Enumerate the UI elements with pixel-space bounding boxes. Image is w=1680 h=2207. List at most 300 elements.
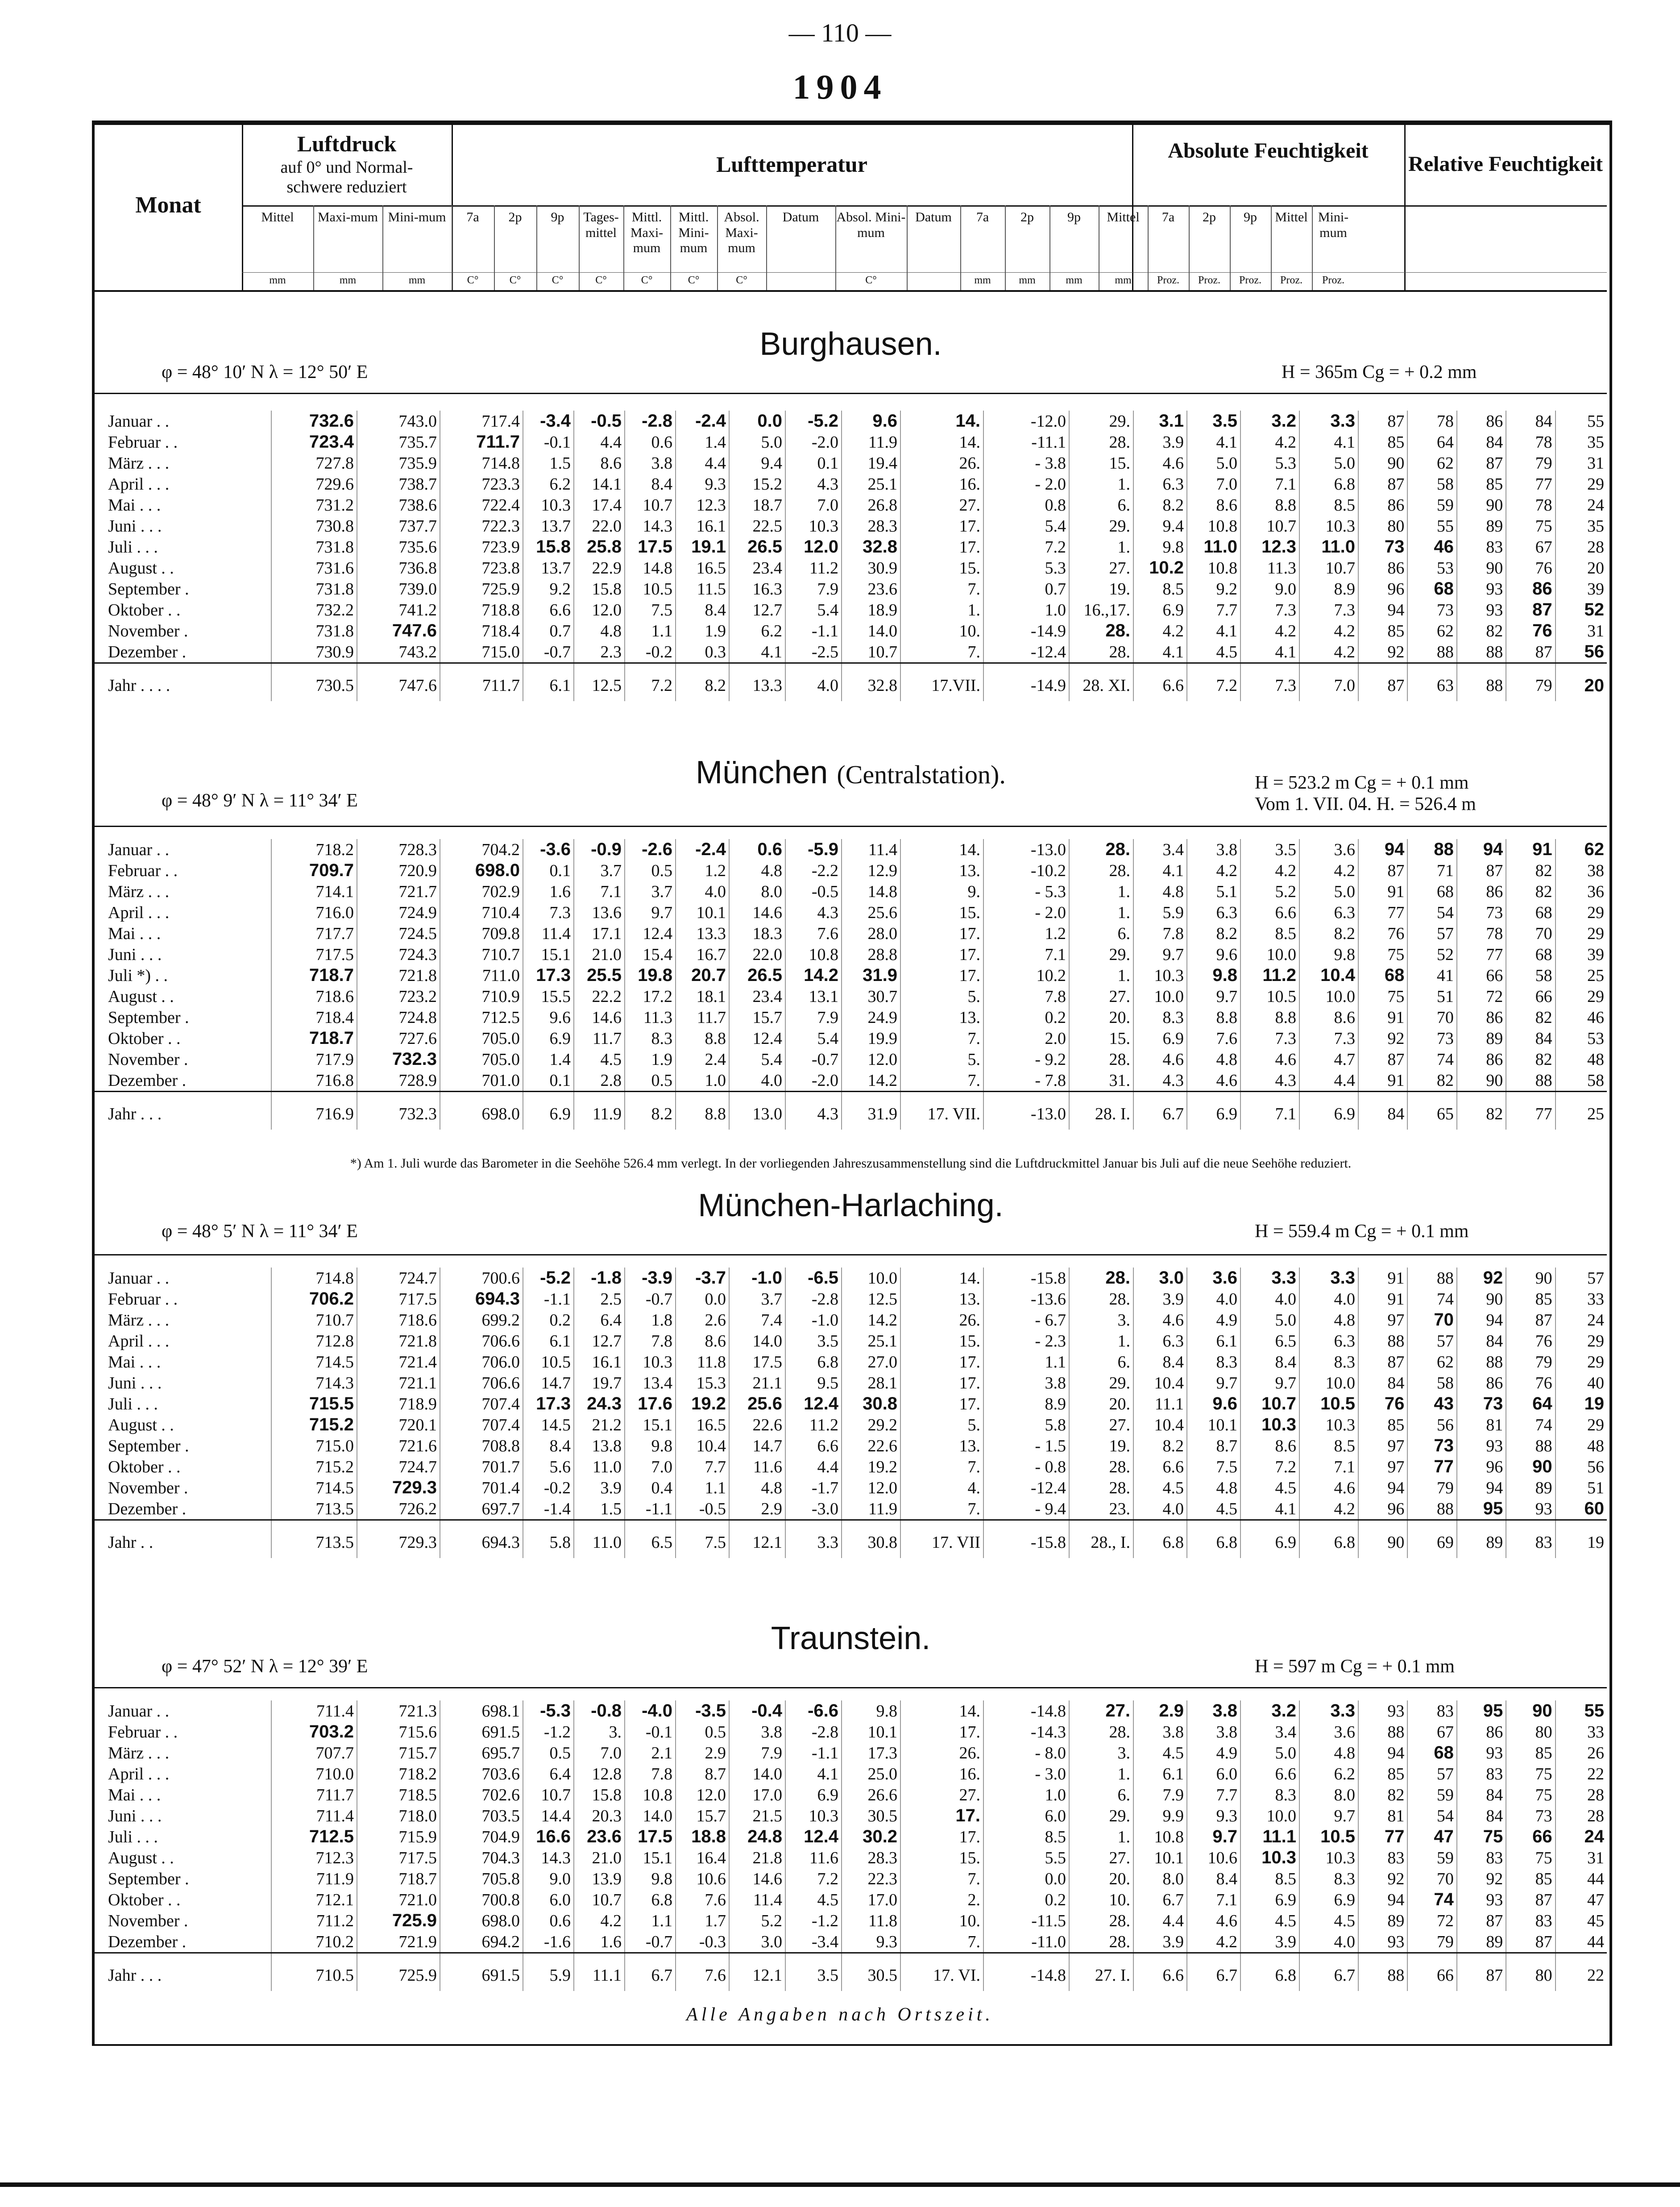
table-cell: 713.5 [271,1520,357,1559]
table-cell: 710.7 [271,1309,357,1330]
table-cell: 723.2 [357,986,440,1007]
table-cell: 10.3 [785,1805,842,1826]
table-cell: 698.0 [440,1092,523,1130]
table-cell: 8.3 [1133,1007,1187,1028]
table-cell: -0.5 [574,411,625,432]
table-cell: 11.3 [625,1007,676,1028]
table-cell: 7.5 [625,599,676,620]
table-cell: 87 [1358,860,1407,881]
table-cell: 13.1 [785,986,842,1007]
table-cell: 17.5 [625,1826,676,1847]
table-cell: 739.0 [357,578,440,599]
table-row [95,1826,1607,1847]
table-cell: 14.6 [729,902,785,923]
table-cell: -13.0 [983,1092,1069,1130]
table-cell: 29. [1069,944,1133,965]
table-cell: 10.8 [1187,557,1240,578]
month-label: November . [108,1478,188,1497]
table-cell: 84 [1506,411,1555,432]
table-cell: 717.4 [440,411,523,432]
table-cell: 718.7 [271,965,357,986]
table-cell: 4.5 [1133,1477,1187,1498]
table-cell: 10.1 [1187,1414,1240,1435]
table-cell: 94 [1358,1742,1407,1763]
table-cell: 714.3 [271,1372,357,1393]
table-cell: 10.0 [1240,944,1299,965]
table-cell: 26.8 [842,495,900,515]
table-cell: 3.5 [1187,411,1240,432]
month-label: Oktober . . [108,1457,181,1476]
header-column: 2p [1020,210,1034,224]
station-altitude-note: Vom 1. VII. 04. H. = 526.4 m [1255,794,1476,815]
table-cell: 35 [1556,515,1607,536]
table-cell: 700.8 [440,1889,523,1910]
table-cell: 5. [900,1414,983,1435]
table-cell: 3.3 [785,1520,842,1559]
table-cell: 66 [1506,986,1555,1007]
table-cell: 0.2 [523,1309,574,1330]
table-cell: 94 [1358,1889,1407,1910]
table-cell: 8.4 [523,1435,574,1456]
table-cell: 0.1 [523,860,574,881]
table-cell: 7.1 [1299,1456,1358,1477]
table-cell: 31 [1556,1847,1607,1868]
table-cell: 76 [1506,1330,1555,1351]
table-cell: 25 [1556,1092,1607,1130]
table-cell: 6.9 [523,1092,574,1130]
month-label: Dezember . [108,1499,187,1518]
table-cell: 11.1 [574,1953,625,1991]
table-cell: 6.6 [1133,1953,1187,1991]
table-cell: -0.7 [625,1931,676,1953]
table-cell: 10.3 [1240,1414,1299,1435]
header-column: Tages-mittel [583,210,619,240]
header-unit: Proz. [1280,274,1303,286]
table-cell: 691.5 [440,1721,523,1742]
table-cell: 6.3 [1133,474,1187,495]
table-cell: 17.2 [625,986,676,1007]
table-cell: 16.1 [676,515,729,536]
table-cell: 9.7 [625,902,676,923]
table-cell: 2.9 [1133,1700,1187,1721]
table-cell: 8.4 [1187,1868,1240,1889]
month-label: Dezember . [108,1932,187,1951]
table-cell: -12.0 [983,411,1069,432]
table-cell: 732.3 [357,1092,440,1130]
table-cell: 702.6 [440,1784,523,1805]
table-cell: 6.8 [625,1889,676,1910]
table-cell: 28., I. [1069,1520,1133,1559]
table-cell: 3.9 [1133,1931,1187,1953]
table-cell: 8.6 [676,1330,729,1351]
table-cell: -2.4 [676,839,729,860]
table-cell: 10.1 [842,1721,900,1742]
station-coordinates: φ = 48° 10′ N λ = 12° 50′ E [162,362,368,382]
table-cell: 5.4 [785,599,842,620]
table-cell: 6.2 [729,620,785,641]
table-cell: - 9.4 [983,1498,1069,1520]
table-cell: 22.0 [729,944,785,965]
header-column: Mittel [1275,210,1308,224]
table-cell: 8.8 [676,1092,729,1130]
table-cell: -3.9 [625,1268,676,1288]
table-cell: -3.6 [523,839,574,860]
header-column: Datum [915,210,952,224]
table-cell: 14.8 [625,557,676,578]
table-cell: 12.0 [676,1784,729,1805]
table-cell: 73 [1407,599,1456,620]
table-cell: 89 [1457,1028,1506,1049]
table-cell: 723.4 [271,432,357,453]
table-cell: 715.0 [271,1435,357,1456]
table-cell: 1. [1069,536,1133,557]
table-cell: 7.8 [625,1330,676,1351]
table-cell: 72 [1407,1910,1456,1931]
table-cell: 3.6 [1187,1268,1240,1288]
table-cell: 10.2 [983,965,1069,986]
table-cell: 4.8 [1187,1477,1240,1498]
month-label: März . . . [108,882,170,901]
table-cell: 6.8 [785,1351,842,1372]
table-cell: 10.7 [523,1784,574,1805]
header-unit: C° [467,274,479,286]
table-row [95,1498,1607,1520]
table-cell: 5.9 [1133,902,1187,923]
table-cell: 747.6 [357,663,440,702]
table-cell: 1.9 [625,1049,676,1070]
table-cell: 24.8 [729,1826,785,1847]
month-label: Juni . . . [108,945,162,964]
table-cell: 28. [1069,1268,1133,1288]
table-cell: 76 [1506,1372,1555,1393]
table-cell: 23.4 [729,986,785,1007]
table-cell: 95 [1457,1498,1506,1520]
month-label: Januar . . [108,840,170,859]
table-cell: 76 [1506,557,1555,578]
table-cell: 17.VII. [900,663,983,702]
table-cell: - 2.0 [983,474,1069,495]
table-cell: 735.7 [357,432,440,453]
table-cell: 17.1 [574,923,625,944]
table-cell: 721.1 [357,1372,440,1393]
table-cell: 6.8 [1187,1520,1240,1559]
table-cell: 4.3 [1133,1070,1187,1092]
table-cell: 91 [1358,1007,1407,1028]
table-cell: 93 [1358,1700,1407,1721]
table-cell: 6.9 [1299,1889,1358,1910]
table-cell: 8.8 [1187,1007,1240,1028]
table-cell: -3.7 [676,1268,729,1288]
table-cell: 7. [900,1931,983,1953]
table-cell: 91 [1358,881,1407,902]
table-cell: 55 [1556,411,1607,432]
table-cell: 729.6 [271,474,357,495]
table-cell: 10.7 [1299,557,1358,578]
table-cell: 700.6 [440,1268,523,1288]
table-cell: 10.5 [1299,1826,1358,1847]
header-column: Mittl. Maxi-mum [630,210,664,255]
table-cell: 3.7 [625,881,676,902]
table-cell: 29. [1069,411,1133,432]
table-row [95,1477,1607,1498]
table-cell: 7. [900,1070,983,1092]
table-cell: 8.2 [1299,923,1358,944]
table-cell: 90 [1358,453,1407,474]
table-cell: 11.5 [676,578,729,599]
table-cell: 53 [1407,557,1456,578]
table-cell: -1.2 [785,1910,842,1931]
table-cell: 8.3 [1299,1351,1358,1372]
table-cell: 703.5 [440,1805,523,1826]
table-cell: 4.6 [1299,1477,1358,1498]
header-unit: C° [736,274,747,286]
table-cell: 13.3 [729,663,785,702]
table-cell: 4.6 [1187,1910,1240,1931]
table-cell: 9.2 [523,578,574,599]
table-cell: 18.1 [676,986,729,1007]
header-column: Mittel [1107,210,1140,224]
table-cell: 30.5 [842,1805,900,1826]
table-cell: 24 [1556,495,1607,515]
table-cell: 28. XI. [1069,663,1133,702]
table-cell: 7.7 [676,1456,729,1477]
page-number: — 110 — [788,18,892,47]
table-cell: 705.0 [440,1028,523,1049]
table-cell: 6.4 [523,1763,574,1784]
table-cell: 4.5 [1299,1910,1358,1931]
table-row [95,578,1607,599]
table-cell: 4.6 [1133,1049,1187,1070]
table-cell: 4.1 [1187,620,1240,641]
table-cell: 718.6 [271,986,357,1007]
table-cell: 27. [1069,1847,1133,1868]
table-cell: 76 [1506,620,1555,641]
table-cell: 94 [1358,839,1407,860]
table-row [95,1414,1607,1435]
table-cell: 79 [1407,1477,1456,1498]
table-row [95,944,1607,965]
table-cell: 8.6 [1187,495,1240,515]
station-coordinates: φ = 48° 5′ N λ = 11° 34′ E [162,1221,358,1242]
table-cell: 77 [1358,902,1407,923]
table-cell: 8.2 [1187,923,1240,944]
table-cell: 28 [1556,536,1607,557]
table-cell: 1.1 [983,1351,1069,1372]
table-cell: 48 [1556,1049,1607,1070]
table-cell: 11.9 [842,1498,900,1520]
table-cell: 709.8 [440,923,523,944]
table-cell: 51 [1407,986,1456,1007]
table-cell: 75 [1358,944,1407,965]
table-row [95,1268,1607,1288]
table-cell: 715.6 [357,1721,440,1742]
table-cell: 8.0 [1133,1868,1187,1889]
table-cell: 17. [900,1372,983,1393]
table-row [95,1007,1607,1028]
table-cell: 7.8 [1133,923,1187,944]
month-label: Juli . . . [108,1394,158,1413]
table-cell: 3.5 [785,1330,842,1351]
table-cell: 28. [1069,1721,1133,1742]
table-cell: 4.5 [574,1049,625,1070]
table-cell: 8.5 [1240,923,1299,944]
table-cell: 4.3 [785,474,842,495]
table-row [95,1931,1607,1953]
table-cell: 717.9 [271,1049,357,1070]
table-cell: 7. [900,1868,983,1889]
table-cell: 80 [1506,1953,1555,1991]
table-cell: 4.2 [1240,620,1299,641]
table-cell: 14.7 [729,1435,785,1456]
table-cell: 4.1 [1299,432,1358,453]
header-column: 9p [1244,210,1257,224]
table-cell: 710.0 [271,1763,357,1784]
table-cell: 723.8 [440,557,523,578]
table-cell: 716.8 [271,1070,357,1092]
table-cell: 4.8 [574,620,625,641]
header-unit: mm [1019,274,1036,286]
table-cell: 33 [1556,1721,1607,1742]
table-cell: 6.7 [1187,1953,1240,1991]
table-cell: 6.6 [1240,1763,1299,1784]
table-cell: 15.7 [676,1805,729,1826]
table-cell: 87 [1358,663,1407,702]
table-cell: 68 [1358,965,1407,986]
table-cell: 721.4 [357,1351,440,1372]
table-cell: 8.3 [1240,1784,1299,1805]
table-cell: 83 [1457,536,1506,557]
table-cell: -0.2 [523,1477,574,1498]
table-cell: 6.6 [1240,902,1299,923]
table-cell: 12.5 [842,1288,900,1309]
table-cell: 7.3 [1240,663,1299,702]
year-label: Jahr . . . . [95,663,271,702]
table-cell: 28. [1069,1456,1133,1477]
table-cell: 12.4 [785,1393,842,1414]
table-cell: 89 [1457,1931,1506,1953]
table-cell: 4.9 [1187,1309,1240,1330]
table-cell: 2.8 [574,1070,625,1092]
table-cell: -1.1 [785,620,842,641]
header-unit: mm [339,274,357,286]
table-cell: 86 [1358,495,1407,515]
table-cell: 701.0 [440,1070,523,1092]
table-cell: 1.0 [983,1784,1069,1805]
table-cell: 28. [1069,1931,1133,1953]
table-cell: 1. [1069,1330,1133,1351]
table-row [95,1910,1607,1931]
year-total-row [95,1092,1607,1130]
table-cell: 10.3 [1133,965,1187,986]
table-row [95,453,1607,474]
table-cell: 707.7 [271,1742,357,1763]
table-cell: 85 [1358,1414,1407,1435]
table-cell: 26.5 [729,965,785,986]
table-cell: 6.6 [1133,1456,1187,1477]
table-cell: 13.3 [676,923,729,944]
table-cell: 10.5 [625,578,676,599]
table-cell: 7.9 [785,1007,842,1028]
year-label: Jahr . . [95,1520,271,1559]
table-cell: -2.8 [785,1288,842,1309]
table-cell: 729.3 [357,1520,440,1559]
table-cell: 4.0 [1133,1498,1187,1520]
header-unit: C° [509,274,521,286]
table-cell: 12.0 [842,1049,900,1070]
table-cell: 711.0 [440,965,523,986]
table-cell: 0.5 [523,1742,574,1763]
table-cell: 21.0 [574,1847,625,1868]
table-cell: 712.3 [271,1847,357,1868]
table-cell: 8.8 [1240,1007,1299,1028]
table-cell: 707.4 [440,1414,523,1435]
table-cell: 82 [1506,881,1555,902]
table-cell: 720.1 [357,1414,440,1435]
table-cell: 4.2 [1187,860,1240,881]
table-cell: 6.2 [523,474,574,495]
table-cell: 736.8 [357,557,440,578]
table-cell: 10.3 [1299,1414,1358,1435]
table-cell: 7. [900,1456,983,1477]
table-cell: 1. [1069,1763,1133,1784]
header-column: Mini-mum [1318,210,1349,240]
table-cell: 11.6 [785,1847,842,1868]
table-cell: 1. [1069,881,1133,902]
table-cell: 735.6 [357,536,440,557]
table-cell: 19.4 [842,453,900,474]
table-cell: -5.2 [785,411,842,432]
table-cell: 62 [1407,453,1456,474]
table-cell: 6. [1069,1784,1133,1805]
table-cell: 13. [900,1007,983,1028]
table-cell: 5.8 [983,1414,1069,1435]
table-cell: 717.7 [271,923,357,944]
table-cell: 62 [1556,839,1607,860]
table-cell: 7.1 [574,881,625,902]
table-cell: 7.5 [676,1520,729,1559]
table-cell: 8.6 [1299,1007,1358,1028]
table-cell: 11.7 [676,1007,729,1028]
table-cell: 65 [1407,1092,1456,1130]
table-cell: 7.2 [1187,663,1240,702]
table-cell: 729.3 [357,1477,440,1498]
table-cell: 47 [1407,1826,1456,1847]
table-cell: 20.7 [676,965,729,986]
table-cell: 66 [1506,1826,1555,1847]
table-cell: 33 [1556,1288,1607,1309]
table-cell: 83 [1506,1910,1555,1931]
table-cell: -14.9 [983,663,1069,702]
table-cell: 6.3 [1187,902,1240,923]
table-cell: 7.2 [1240,1456,1299,1477]
table-cell: 28 [1556,1784,1607,1805]
table-cell: 86 [1457,411,1506,432]
table-cell: 1.4 [523,1049,574,1070]
table-cell: 74 [1506,1414,1555,1435]
table-cell: 9.4 [1133,515,1187,536]
table-cell: 731.8 [271,620,357,641]
table-cell: 7.0 [785,495,842,515]
table-cell: 88 [1358,1721,1407,1742]
table-cell: 17. VI. [900,1953,983,1991]
table-cell: 718.4 [271,1007,357,1028]
table-cell: 87 [1506,641,1555,663]
table-cell: 6.5 [1240,1330,1299,1351]
table-cell: 9.7 [1187,986,1240,1007]
table-cell: 7.2 [983,536,1069,557]
table-cell: 17.3 [523,1393,574,1414]
table-cell: 17.0 [729,1784,785,1805]
